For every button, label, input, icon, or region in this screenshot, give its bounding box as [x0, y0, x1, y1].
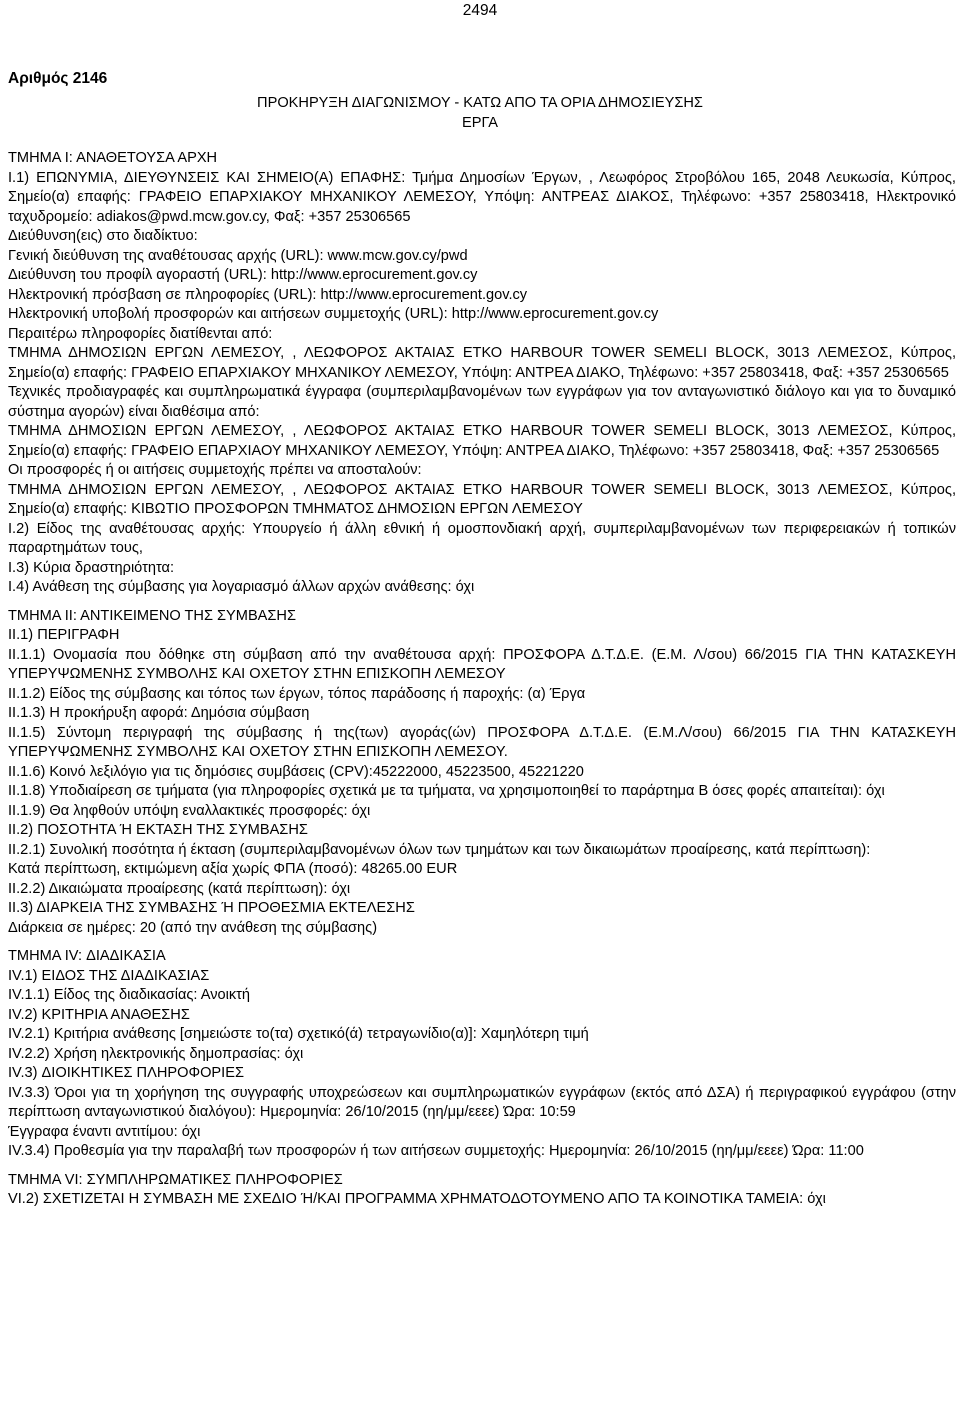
- section-1-paragraph: Οι προσφορές ή οι αιτήσεις συμμετοχής πρέπει να αποσταλούν:: [8, 462, 422, 478]
- section-4-paragraph: IV.3.4) Προθεσμία για την παραλαβή των προσφορών ή των αιτήσεων συμμετοχής: Ημερομηνία: 26/10/2015 (ηη/μμ/εεεε) Ώρα: 11:00: [8, 1143, 864, 1159]
- section-1-paragraph: Διεύθυνση του προφίλ αγοραστή (URL): http://www.eprocurement.gov.cy: [8, 267, 478, 283]
- section-4-paragraph: IV.1) ΕΙΔΟΣ ΤΗΣ ΔΙΑΔΙΚΑΣΙΑΣ: [8, 967, 210, 984]
- section-6-heading: ΤΜΗΜΑ VI: ΣΥΜΠΛΗΡΩΜΑΤΙΚΕΣ ΠΛΗΡΟΦΟΡΙΕΣ: [8, 1171, 343, 1188]
- section-2-paragraph: ΙΙ.2.1) Συνολική ποσότητα ή έκταση (συμπεριλαμβανομένων όλων των τμημάτων και των δικαιωμάτων προαίρεσης, κατά περίπτωση):: [8, 841, 871, 858]
- section-1-paragraph: Γενική διεύθυνση της αναθέτουσας αρχής (URL): www.mcw.gov.cy/pwd: [8, 247, 468, 264]
- section-1-paragraph: ΤΜΗΜΑ ΔΗΜΟΣΙΩΝ ΕΡΓΩΝ ΛΕΜΕΣΟΥ, , ΛΕΩΦΟΡΟΣ ΑΚΤΑΙΑΣ ΕΤΚΟ HARBOUR TOWER SEMELI BLOCK, 3013 ΛΕΜΕΣΟΣ, Κύπρος, Σημείο(α) επαφής: ΓΡΑΦΕΙΟ ΕΠΑΡΧΙΑΚΟΥ ΜΗΧΑΝΙΚΟΥ ΛΕΜΕΣΟΥ, Υπόψη: ΑΝΤΡΕΑ ΔΙΑΚΟ, Τηλέφωνο: +357 25803418, Φαξ: +357 25306565: [8, 345, 956, 381]
- section-1-paragraph: Ι.3) Κύρια δραστηριότητα:: [8, 559, 175, 576]
- section-4-paragraph: IV.2.2) Χρήση ηλεκτρονικής δημοπρασίας: όχι: [8, 1045, 304, 1062]
- section-2-paragraph: Κατά περίπτωση, εκτιμώμενη αξία χωρίς ΦΠΑ (ποσό): 48265.00 EUR: [8, 861, 458, 877]
- section-2-paragraph: ΙΙ.1.5) Σύντομη περιγραφή της σύμβασης ή της(των) αγοράς(ών) ΠΡΟΣΦΟΡΑ Δ.Τ.Δ.Ε. (Ε.Μ.Λ/σου) 66/2015 ΓΙΑ ΤΗΝ ΚΑΤΑΣΚΕΥΗ ΥΠΕΡΥΨΩΜΕΝΗΣ ΣΥΜΒΟΛΗΣ ΚΑΙ ΟΧΕΤΟΥ ΣΤΗΝ ΕΠΙΣΚΟΠΗ ΛΕΜΕΣΟΥ.: [8, 724, 956, 760]
- section-1-paragraph: Περαιτέρω πληροφορίες διατίθενται από:: [8, 325, 273, 342]
- section-4: [8, 947, 956, 1162]
- section-2-paragraph: Διάρκεια σε ημέρες: 20 (από την ανάθεση της σύμβασης): [8, 919, 378, 936]
- section-2-paragraph: ΙΙ.2.2) Δικαιώματα προαίρεσης (κατά περίπτωση): όχι: [8, 880, 351, 897]
- notice-number: Αριθμός 2146: [8, 70, 108, 87]
- section-1-heading: ΤΜΗΜΑ Ι: ΑΝΑΘΕΤΟΥΣΑ ΑΡΧΗ: [8, 150, 218, 166]
- section-2-paragraph: ΙΙ.3) ΔΙΑΡΚΕΙΑ ΤΗΣ ΣΥΜΒΑΣΗΣ Ή ΠΡΟΘΕΣΜΙΑ ΕΚΤΕΛΕΣΗΣ: [8, 900, 415, 916]
- section-4-paragraph: IV.1.1) Είδος της διαδικασίας: Ανοικτή: [8, 987, 251, 1003]
- section-1-paragraph: Ι.4) Ανάθεση της σύμβασης για λογαριασμό άλλων αρχών ανάθεσης: όχι: [8, 579, 475, 595]
- section-1-paragraph: Ηλεκτρονική υποβολή προσφορών και αιτήσεων συμμετοχής (URL): http://www.eprocurement.gov.cy: [8, 306, 659, 322]
- section-1-paragraph: Ι.1) ΕΠΩΝΥΜΙΑ, ΔΙΕΥΘΥΝΣΕΙΣ ΚΑΙ ΣΗΜΕΙΟ(Α) ΕΠΑΦΗΣ: Τμήμα Δημοσίων Έργων, , Λεωφόρος Στροβόλου 165, 2048 Λευκωσία, Κύπρος, Σημείο(α) επαφής: ΓΡΑΦΕΙΟ ΕΠΑΡΧΙΑΚΟΥ ΜΗΧΑΝΙΚΟΥ ΛΕΜΕΣΟΥ, Υπόψη: ΑΝΤΡΕΑΣ ΔΙΑΚΟΣ, Τηλέφωνο: +357 25803418, Ηλεκτρονικό ταχυδρομείο: adiakos@pwd.mcw.gov.cy, Φαξ: +357 25306565: [8, 169, 956, 225]
- section-6-paragraph: VI.2) ΣΧΕΤΙΖΕΤΑΙ Η ΣΥΜΒΑΣΗ ΜΕ ΣΧΕΔΙΟ Ή/ΚΑΙ ΠΡΟΓΡΑΜΜΑ ΧΡΗΜΑΤΟΔΟΤΟΥΜΕΝΟ ΑΠΟ ΤΑ ΚΟΙΝΟΤΙΚΑ ΤΑΜΕΙΑ: όχι: [8, 1191, 826, 1207]
- notice-title: [0, 94, 960, 133]
- section-4-paragraph: IV.2) ΚΡΙΤΗΡΙΑ ΑΝΑΘΕΣΗΣ: [8, 1006, 190, 1023]
- page-number: 2494: [462, 2, 498, 19]
- section-1-paragraph: Ηλεκτρονική πρόσβαση σε πληροφορίες (URL): http://www.eprocurement.gov.cy: [8, 286, 528, 303]
- section-2: [8, 607, 956, 939]
- section-2-paragraph: ΙΙ.1.9) Θα ληφθούν υπόψη εναλλακτικές προσφορές: όχι: [8, 802, 371, 819]
- section-1-paragraph: Ι.2) Είδος της αναθέτουσας αρχής: Υπουργείο ή άλλη εθνική ή ομοσπονδιακή αρχή, συμπεριλαμβανομένων των περιφερειακών ή τοπικών παραρτημάτων τους,: [8, 520, 956, 556]
- notice-title-line-2: ΕΡΓΑ: [462, 114, 498, 131]
- section-4-paragraph: IV.3) ΔΙΟΙΚΗΤΙΚΕΣ ΠΛΗΡΟΦΟΡΙΕΣ: [8, 1065, 244, 1081]
- section-1-paragraph: ΤΜΗΜΑ ΔΗΜΟΣΙΩΝ ΕΡΓΩΝ ΛΕΜΕΣΟΥ, , ΛΕΩΦΟΡΟΣ ΑΚΤΑΙΑΣ ΕΤΚΟ HARBOUR TOWER SEMELI BLOCK, 3013 ΛΕΜΕΣΟΣ, Κύπρος, Σημείο(α) επαφής: ΚΙΒΩΤΙΟ ΠΡΟΣΦΟΡΩΝ ΤΜΗΜΑΤΟΣ ΔΗΜΟΣΙΩΝ ΕΡΓΩΝ ΛΕΜΕΣΟΥ: [8, 481, 956, 517]
- notice-title-line-1: ΠΡΟΚΗΡΥΞΗ ΔΙΑΓΩΝΙΣΜΟΥ - ΚΑΤΩ ΑΠΟ ΤΑ ΟΡΙΑ ΔΗΜΟΣΙΕΥΣΗΣ: [257, 95, 703, 111]
- section-4-paragraph: IV.2.1) Κριτήρια ανάθεσης [σημειώστε το(τα) σχετικό(ά) τετραγωνίδιο(α)]: Χαμηλότερη τιμή: [8, 1026, 589, 1042]
- section-4-heading: ΤΜΗΜΑ IV: ΔΙΑΔΙΚΑΣΙΑ: [8, 948, 166, 964]
- section-1: [8, 149, 956, 598]
- section-4-paragraph: IV.3.3) Όροι για τη χορήγηση της συγγραφής υποχρεώσεων και συμπληρωματικών εγγράφων (εκτός από ΔΣΑ) ή περιγραφικού εγγράφου (στην περίπτωση ανταγωνιστικού διαλόγου): Ημερομηνία: 26/10/2015 (ηη/μμ/εεεε) Ώρα: 10:59: [8, 1084, 956, 1120]
- section-1-paragraph: ΤΜΗΜΑ ΔΗΜΟΣΙΩΝ ΕΡΓΩΝ ΛΕΜΕΣΟΥ, , ΛΕΩΦΟΡΟΣ ΑΚΤΑΙΑΣ ΕΤΚΟ HARBOUR TOWER SEMELI BLOCK, 3013 ΛΕΜΕΣΟΣ, Κύπρος, Σημείο(α) επαφής: ΓΡΑΦΕΙΟ ΕΠΑΡΧΙΑΟΥ ΜΗΧΑΝΙΚΟΥ ΛΕΜΕΣΟΥ, Υπόψη: ΑΝΤΡΕΑ ΔΙΑΚΟ, Τηλέφωνο: +357 25803418, Φαξ: +357 25306565: [8, 423, 956, 459]
- section-2-paragraph: ΙΙ.1.1) Ονομασία που δόθηκε στη σύμβαση από την αναθέτουσα αρχή: ΠΡΟΣΦΟΡΑ Δ.Τ.Δ.Ε. (Ε.Μ. Λ/σου) 66/2015 ΓΙΑ ΤΗΝ ΚΑΤΑΣΚΕΥΗ ΥΠΕΡΥΨΩΜΕΝΗΣ ΣΥΜΒΟΛΗΣ ΚΑΙ ΟΧΕΤΟΥ ΣΤΗΝ ΕΠΙΣΚΟΠΗ ΛΕΜΕΣΟΥ: [8, 646, 956, 682]
- section-2-paragraph: ΙΙ.2) ΠΟΣΟΤΗΤΑ Ή ΕΚΤΑΣΗ ΤΗΣ ΣΥΜΒΑΣΗΣ: [8, 822, 308, 838]
- section-2-paragraph: ΙΙ.1) ΠΕΡΙΓΡΑΦΗ: [8, 627, 120, 643]
- section-2-paragraph: ΙΙ.1.8) Υποδιαίρεση σε τμήματα (για πληροφορίες σχετικά με τα τμήματα, να χρησιμοποιηθεί το παράρτημα Β όσες φορές απαιτείται): όχι: [8, 783, 885, 799]
- section-1-paragraph: Διεύθυνση(εις) στο διαδίκτυο:: [8, 228, 198, 244]
- section-2-paragraph: ΙΙ.1.3) Η προκήρυξη αφορά: Δημόσια σύμβαση: [8, 705, 310, 721]
- section-2-paragraph: ΙΙ.1.2) Είδος της σύμβασης και τόπος των έργων, τόπος παράδοσης ή παροχής: (α) Έργα: [8, 685, 586, 702]
- section-1-paragraph: Τεχνικές προδιαγραφές και συμπληρωματικά έγγραφα (συμπεριλαμβανομένων των εγγράφων για τον ανταγωνιστικό διάλογο και για το δυναμικό σύστημα αγορών) είναι διαθέσιμα από:: [8, 384, 956, 420]
- section-4-paragraph: Έγγραφα έναντι αντιτίμου: όχι: [8, 1123, 201, 1140]
- section-2-heading: ΤΜΗΜΑ ΙΙ: ΑΝΤΙΚΕΙΜΕΝΟ ΤΗΣ ΣΥΜΒΑΣΗΣ: [8, 607, 296, 624]
- section-2-paragraph: ΙΙ.1.6) Κοινό λεξιλόγιο για τις δημόσιες συμβάσεις (CPV):45222000, 45223500, 45221220: [8, 763, 584, 780]
- section-6: [8, 1171, 956, 1210]
- notice-body: [8, 149, 956, 1210]
